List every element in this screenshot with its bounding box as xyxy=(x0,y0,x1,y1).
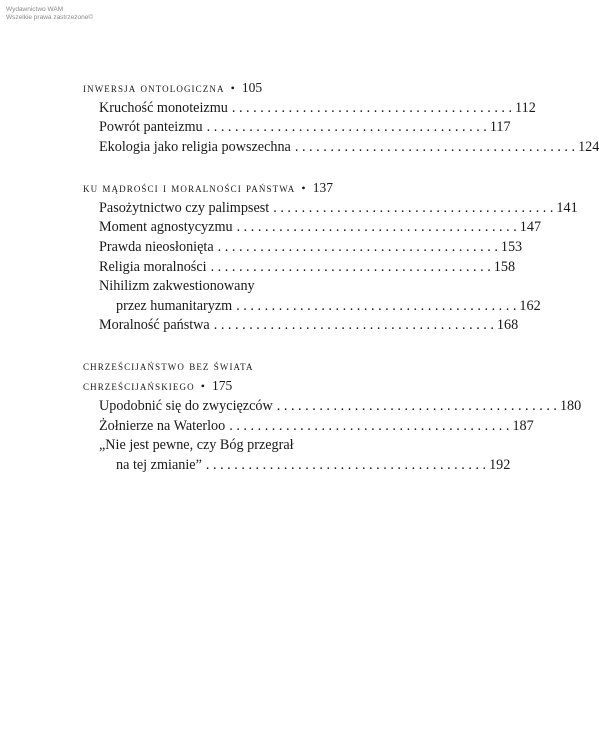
dot-leader: . . . . . . . . . . . . . . . . . . . . . . . . . . . . . . . . . . . . . . . . xyxy=(205,456,487,473)
entry-title: Moralność państwa xyxy=(99,317,210,334)
section-page-number: 175 xyxy=(212,378,233,394)
entry-row xyxy=(83,238,523,258)
dot-leader: . . . . . . . . . . . . . . . . . . . . . . . . . . . . . . . . . . . . . . . . xyxy=(273,199,554,216)
section-heading-title: chrześcijańskiego xyxy=(83,379,195,394)
entry-page-number: 168 xyxy=(496,317,519,334)
entry-title: Kruchość monoteizmu xyxy=(99,99,228,116)
entry-title: przez humanitaryzm xyxy=(116,297,233,314)
entry-title: Pasożytnictwo czy palimpsest xyxy=(99,199,270,216)
dot-leader: . . . . . . . . . . . . . . . . . . . . . . . . . . . . . . . . . . . . . . . . xyxy=(213,317,494,334)
entry-row xyxy=(83,99,536,119)
toc-entry xyxy=(83,316,519,336)
entry-title: Ekologia jako religia powszechna xyxy=(99,138,291,155)
entry-title-line: „Nie jest pewne, czy Bóg przegrał xyxy=(99,437,294,454)
toc-section xyxy=(83,78,599,157)
entry-title: Żołnierze na Waterloo xyxy=(99,417,226,434)
dot-leader: . . . . . . . . . . . . . . . . . . . . . . . . . . . . . . . . . . . . . . . . xyxy=(276,397,557,414)
section-heading xyxy=(83,376,401,397)
entry-page-number: 153 xyxy=(500,238,523,255)
dot-leader: . . . . . . . . . . . . . . . . . . . . . . . . . . . . . . . . . . . . . . . . xyxy=(294,138,576,155)
section-heading xyxy=(83,78,401,99)
toc-entry xyxy=(83,199,578,219)
entry-title: na tej zmianie” xyxy=(116,456,202,473)
entry-page-number: 192 xyxy=(489,456,511,473)
section-heading-line: chrześcijaństwo bez świata xyxy=(83,358,254,373)
section-heading xyxy=(83,178,401,199)
toc-entry xyxy=(83,436,511,475)
entry-title-line: Nihilizm zakwestionowany xyxy=(99,278,255,295)
section-page-number: 105 xyxy=(241,80,263,95)
dot-leader: . . . . . . . . . . . . . . . . . . . . . . . . . . . . . . . . . . . . . . . . xyxy=(206,119,487,136)
entry-page-number: 112 xyxy=(515,99,536,116)
table-of-contents xyxy=(83,78,599,496)
watermark-line-2: Wszelkie prawa zastrzeżone© xyxy=(6,14,94,21)
dot-leader: . . . . . . . . . . . . . . . . . . . . . . . . . . . . . . . . . . . . . . . . xyxy=(217,238,498,255)
toc-entry xyxy=(83,417,534,437)
toc-entry xyxy=(83,118,511,138)
watermark-line-1: Wydawnictwo WAM xyxy=(6,6,64,13)
entry-row xyxy=(83,297,541,317)
entry-page-number: 117 xyxy=(489,119,511,136)
entry-row xyxy=(83,138,599,158)
dot-leader: . . . . . . . . . . . . . . . . . . . . . . . . . . . . . . . . . . . . . . . . xyxy=(210,258,491,275)
entry-title: Powrót panteizmu xyxy=(99,119,203,136)
toc-entry xyxy=(83,99,536,119)
entry-title: Moment agnostycyzmu xyxy=(99,219,233,236)
entry-title: Religia moralności xyxy=(99,258,207,275)
entry-row xyxy=(83,199,578,219)
bullet-separator: • xyxy=(230,81,236,95)
entry-row xyxy=(83,118,511,138)
dot-leader: . . . . . . . . . . . . . . . . . . . . . . . . . . . . . . . . . . . . . . . . xyxy=(229,417,510,434)
toc-entry xyxy=(83,397,582,417)
toc-section xyxy=(83,357,582,475)
entry-page-number: 147 xyxy=(519,219,542,236)
toc-entry xyxy=(83,238,523,258)
dot-leader: . . . . . . . . . . . . . . . . . . . . . . . . . . . . . . . . . . . . . . . . xyxy=(236,297,517,314)
dot-leader: . . . . . . . . . . . . . . . . . . . . . . . . . . . . . . . . . . . . . . . . xyxy=(236,219,517,236)
entry-page-number: 124 xyxy=(578,138,599,155)
toc-entry xyxy=(83,258,516,278)
entry-page-number: 141 xyxy=(556,199,578,216)
entry-page-number: 187 xyxy=(512,417,534,434)
toc-entry xyxy=(83,138,599,158)
entry-row xyxy=(83,456,511,476)
dot-leader: . . . . . . . . . . . . . . . . . . . . . . . . . . . . . . . . . . . . . . . . xyxy=(231,99,513,116)
toc-entry xyxy=(83,218,542,238)
toc-entry xyxy=(83,277,541,316)
entry-row xyxy=(83,258,516,278)
entry-row xyxy=(83,417,534,437)
section-heading-title: ku mądrości i moralności państwa xyxy=(83,181,296,196)
entry-page-number: 180 xyxy=(559,397,582,414)
entry-page-number: 162 xyxy=(519,297,541,314)
entry-row xyxy=(83,316,519,336)
toc-section xyxy=(83,178,578,336)
bullet-separator: • xyxy=(301,181,307,196)
publisher-watermark xyxy=(6,6,93,22)
bullet-separator: • xyxy=(200,379,207,394)
entry-row xyxy=(83,397,582,417)
entry-title: Upodobnić się do zwycięzców xyxy=(99,397,273,414)
entry-page-number: 158 xyxy=(493,258,516,275)
section-heading-title: inwersja ontologiczna xyxy=(83,81,225,95)
entry-row xyxy=(83,218,542,238)
entry-title: Prawda nieosłonięta xyxy=(99,238,214,255)
section-page-number: 137 xyxy=(312,180,333,196)
